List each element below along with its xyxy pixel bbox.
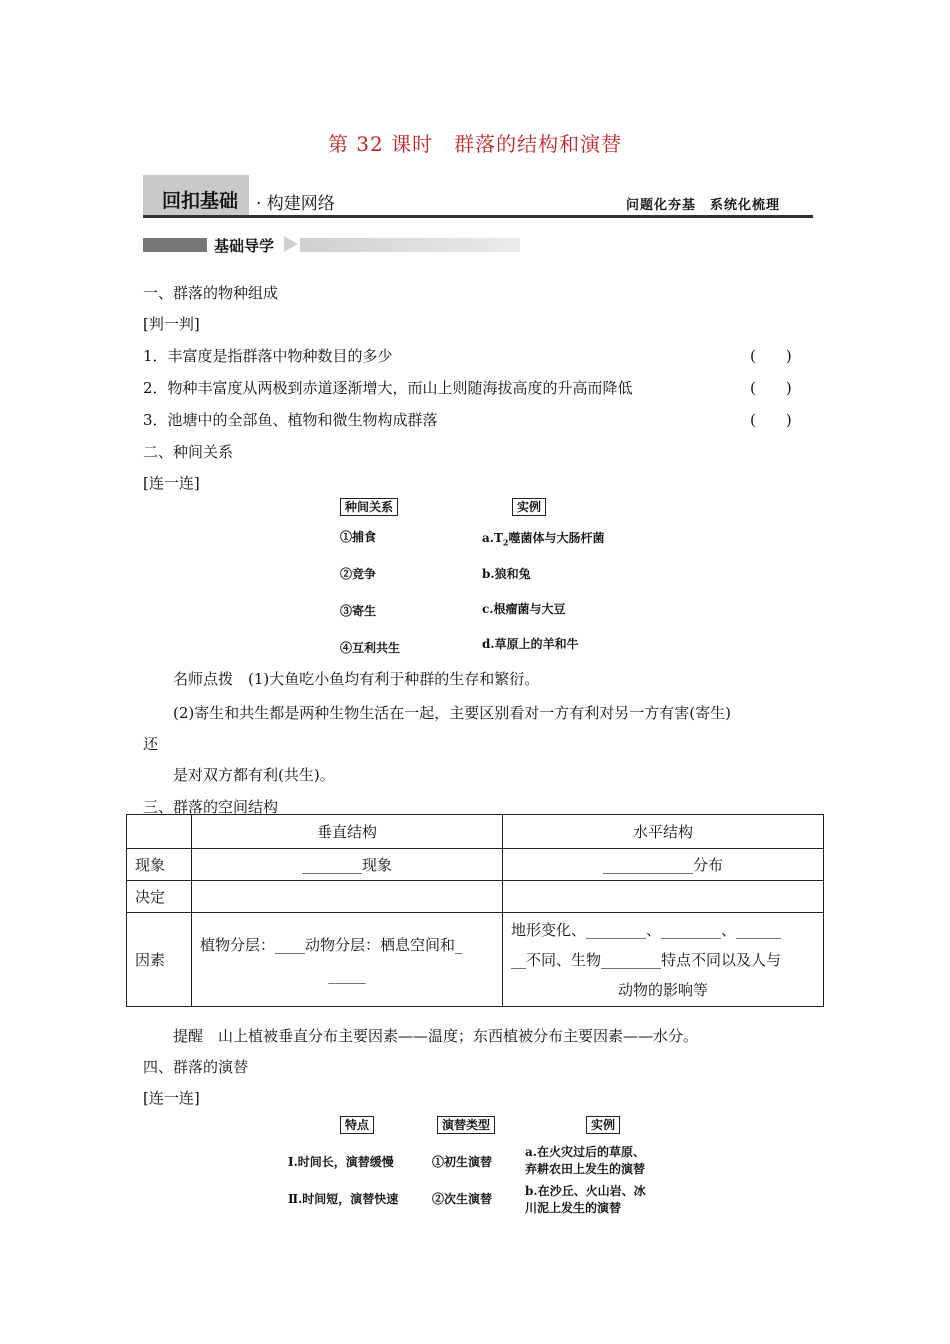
succession-type-header bbox=[437, 1116, 495, 1133]
example-header-label: 实例 bbox=[512, 498, 546, 516]
table-header-vertical: 垂直结构 bbox=[192, 815, 503, 849]
factors-horizontal-line-2: __不同、生物________特点不同以及人与 bbox=[511, 950, 782, 969]
example-item-a-subscript: 2 bbox=[502, 537, 509, 548]
succession-example-item[interactable] bbox=[525, 1182, 646, 1216]
table-row bbox=[127, 849, 824, 881]
subheader-label: 基础导学 bbox=[214, 237, 275, 255]
teacher-tip-2: (2)寄生和共生都是两种生物生活在一起，主要区别看对一方有利对另一方有害(寄生) bbox=[173, 704, 731, 722]
relation-item[interactable]: ④互利共生 bbox=[340, 641, 401, 655]
succession-example-a-line1: a.在火灾过后的草原、 bbox=[525, 1145, 645, 1159]
example-item[interactable]: b.狼和兔 bbox=[482, 567, 531, 581]
table-cell-empty[interactable] bbox=[192, 881, 503, 913]
relation-item[interactable]: ②竞争 bbox=[340, 567, 377, 581]
banner-divider bbox=[143, 215, 813, 218]
section4-heading: 四、群落的演替 bbox=[143, 1058, 249, 1076]
table-header-horizontal: 水平结构 bbox=[503, 815, 824, 849]
example-item[interactable] bbox=[482, 529, 604, 547]
feature-header-label: 特点 bbox=[340, 1116, 374, 1134]
judge-answer-1[interactable]: ( ) bbox=[750, 347, 792, 365]
table-cell-factors-horizontal[interactable] bbox=[503, 913, 824, 1007]
succession-example-a-line2: 弃耕农田上发生的演替 bbox=[525, 1162, 646, 1176]
page-title: 第 32 课时 群落的结构和演替 bbox=[327, 132, 623, 156]
spatial-structure-table bbox=[126, 814, 824, 1007]
judge-item-3: 3．池塘中的全部鱼、植物和微生物构成群落 bbox=[143, 411, 438, 429]
banner-main-label: 回扣基础 bbox=[162, 190, 239, 212]
section2-tag: [连一连] bbox=[143, 474, 200, 492]
teacher-tip-2-continued: 还 bbox=[143, 735, 159, 753]
feature-header bbox=[340, 1116, 374, 1133]
factors-vertical-line-1: 植物分层：____动物分层：栖息空间和_ bbox=[200, 935, 463, 954]
section1-heading: 一、群落的物种组成 bbox=[143, 284, 279, 302]
table-cell-empty[interactable] bbox=[503, 881, 824, 913]
table-row bbox=[127, 913, 824, 1007]
judge-answer-2[interactable]: ( ) bbox=[750, 379, 792, 397]
judge-item-2: 2．物种丰富度从两极到赤道逐渐增大，而山上则随海拔高度的升高而降低 bbox=[143, 379, 633, 397]
banner-sub-label: · 构建网络 bbox=[256, 194, 335, 214]
table-corner-cell bbox=[127, 815, 192, 849]
table-row bbox=[127, 815, 824, 849]
table-cell-blank[interactable]: ____________分布 bbox=[503, 849, 824, 881]
judge-answer-3[interactable]: ( ) bbox=[750, 411, 792, 429]
feature-item[interactable]: Ⅱ.时间短，演替快速 bbox=[288, 1192, 399, 1206]
table-row-label: 现象 bbox=[127, 849, 192, 881]
example-item-a-text: 噬菌体与大肠杆菌 bbox=[508, 531, 605, 545]
example-header bbox=[512, 498, 546, 515]
relation-header-label: 种间关系 bbox=[340, 498, 398, 516]
table-cell-blank[interactable]: ________现象 bbox=[192, 849, 503, 881]
factors-vertical-line-2: _____ bbox=[328, 965, 366, 984]
succession-example-b-line1: b.在沙丘、火山岩、冰 bbox=[525, 1184, 646, 1198]
succession-type-item[interactable]: ②次生演替 bbox=[432, 1192, 493, 1206]
table-row-label: 决定 bbox=[127, 881, 192, 913]
table-row bbox=[127, 881, 824, 913]
feature-item[interactable]: Ⅰ.时间长，演替缓慢 bbox=[288, 1155, 394, 1169]
teacher-tip-1: 名师点拨 (1)大鱼吃小鱼均有利于种群的生存和繁衍。 bbox=[173, 670, 540, 688]
subheader-arrow-icon bbox=[284, 236, 298, 252]
succession-type-item[interactable]: ①初生演替 bbox=[432, 1155, 493, 1169]
section4-tag: [连一连] bbox=[143, 1089, 200, 1107]
subheader-bar-right bbox=[300, 238, 520, 252]
banner-right-label: 问题化夯基 系统化梳理 bbox=[626, 198, 781, 213]
succession-example-header bbox=[586, 1116, 620, 1133]
reminder-note: 提醒 山上植被垂直分布主要因素——温度；东西植被分布主要因素——水分。 bbox=[173, 1027, 699, 1045]
relation-item[interactable]: ③寄生 bbox=[340, 604, 377, 618]
section3-heading: 三、群落的空间结构 bbox=[143, 798, 279, 816]
relation-item[interactable]: ①捕食 bbox=[340, 530, 377, 544]
example-item-a-prefix: a.T bbox=[482, 531, 503, 545]
judge-item-1: 1．丰富度是指群落中物种数目的多少 bbox=[143, 347, 393, 365]
succession-example-b-line2: 川泥上发生的演替 bbox=[525, 1201, 622, 1215]
section1-tag: [判一判] bbox=[143, 315, 200, 333]
table-cell-factors-vertical[interactable] bbox=[192, 913, 503, 1007]
subheader-bar-left bbox=[143, 238, 207, 252]
succession-type-header-label: 演替类型 bbox=[437, 1116, 495, 1134]
teacher-tip-3: 是对双方都有利(共生)。 bbox=[173, 766, 335, 784]
example-item[interactable]: c.根瘤菌与大豆 bbox=[482, 602, 566, 616]
succession-example-item[interactable] bbox=[525, 1143, 645, 1177]
table-row-label: 因素 bbox=[127, 913, 192, 1007]
factors-horizontal-line-1: 地形变化、________、________、______ bbox=[511, 920, 782, 939]
succession-example-header-label: 实例 bbox=[586, 1116, 620, 1134]
example-item[interactable]: d.草原上的羊和牛 bbox=[482, 637, 579, 651]
factors-horizontal-line-3: 动物的影响等 bbox=[617, 980, 708, 999]
section2-heading: 二、种间关系 bbox=[143, 443, 234, 461]
relation-header bbox=[340, 498, 398, 515]
